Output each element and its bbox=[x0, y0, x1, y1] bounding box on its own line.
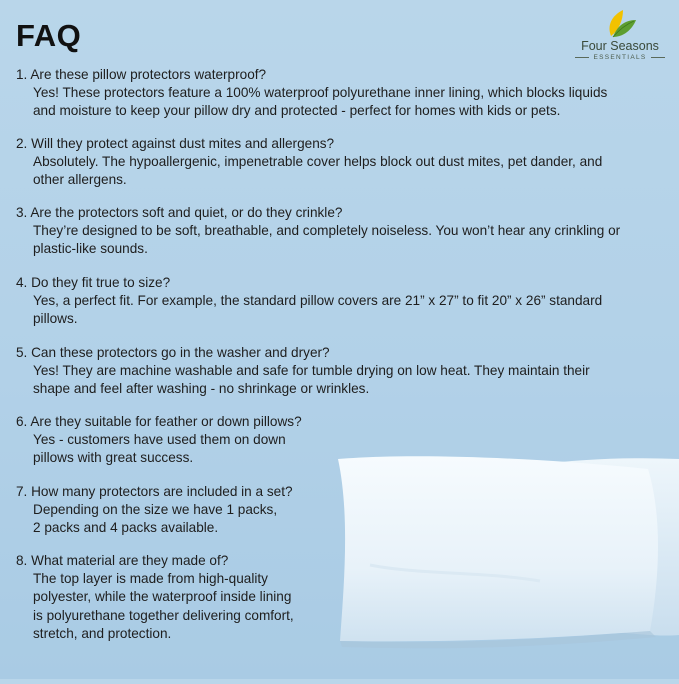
answer-line: Yes, a perfect fit. For example, the standard pillow covers are 21” x 27” to fit 20” x 26” standard bbox=[33, 293, 603, 309]
answer-line: is polyurethane together delivering comfort, bbox=[33, 607, 294, 623]
answer-line: shape and feel after washing - no shrinkage or wrinkles. bbox=[33, 381, 370, 397]
faq-item bbox=[16, 274, 602, 329]
answer-line: Yes! They are machine washable and safe for tumble drying on low heat. They maintain their bbox=[33, 363, 590, 379]
faq-answer bbox=[16, 431, 302, 467]
faq-answer bbox=[16, 84, 607, 120]
faq-question: 5. Can these protectors go in the washer and dryer? bbox=[16, 345, 330, 360]
faq-question: 2. Will they protect against dust mites and allergens? bbox=[16, 136, 335, 151]
answer-line: pillows with great success. bbox=[33, 450, 194, 466]
answer-line: The top layer is made from high-quality bbox=[33, 571, 268, 587]
faq-question: 3. Are the protectors soft and quiet, or do they crinkle? bbox=[16, 205, 343, 220]
faq-answer bbox=[16, 222, 620, 258]
faq-answer bbox=[16, 570, 294, 643]
faq-item bbox=[16, 344, 590, 399]
answer-line: Absolutely. The hypoallergenic, impenetrable cover helps block out dust mites, pet dander, and bbox=[33, 154, 603, 170]
faq-question: 6. Are they suitable for feather or down pillows? bbox=[16, 414, 302, 429]
faq-answer bbox=[16, 292, 602, 328]
brand-tagline: ESSENTIALS bbox=[593, 54, 647, 61]
pillow-image bbox=[330, 455, 679, 679]
faq-item bbox=[16, 66, 607, 121]
faq-question: 8. What material are they made of? bbox=[16, 553, 229, 568]
faq-answer bbox=[16, 153, 602, 189]
leaf-icon bbox=[603, 8, 637, 38]
faq-item bbox=[16, 483, 293, 538]
faq-answer bbox=[16, 501, 293, 537]
brand-name: Four Seasons bbox=[581, 39, 659, 53]
answer-line: stretch, and protection. bbox=[33, 625, 172, 641]
answer-line: pillows. bbox=[33, 311, 78, 327]
answer-line: Depending on the size we have 1 packs, bbox=[33, 502, 278, 518]
answer-line: They’re designed to be soft, breathable, and completely noiseless. You won’t hear any crinkling or bbox=[33, 223, 621, 239]
faq-item bbox=[16, 135, 602, 190]
page-title: FAQ bbox=[16, 18, 82, 53]
answer-line: Yes - customers have used them on down bbox=[33, 432, 286, 448]
faq-answer bbox=[16, 362, 590, 398]
answer-line: other allergens. bbox=[33, 172, 127, 188]
answer-line: Yes! These protectors feature a 100% waterproof polyurethane inner lining, which blocks liquids bbox=[33, 85, 608, 101]
faq-question: 1. Are these pillow protectors waterproof? bbox=[16, 67, 267, 82]
faq-item bbox=[16, 204, 620, 259]
brand-logo bbox=[566, 8, 674, 70]
answer-line: polyester, while the waterproof inside lining bbox=[33, 589, 292, 605]
answer-line: 2 packs and 4 packs available. bbox=[33, 520, 219, 536]
faq-question: 4. Do they fit true to size? bbox=[16, 275, 171, 290]
answer-line: and moisture to keep your pillow dry and protected - perfect for homes with kids or pets. bbox=[33, 103, 561, 119]
faq-item bbox=[16, 413, 302, 468]
answer-line: plastic-like sounds. bbox=[33, 241, 148, 257]
faq-question: 7. How many protectors are included in a set? bbox=[16, 484, 293, 499]
faq-item bbox=[16, 552, 294, 643]
